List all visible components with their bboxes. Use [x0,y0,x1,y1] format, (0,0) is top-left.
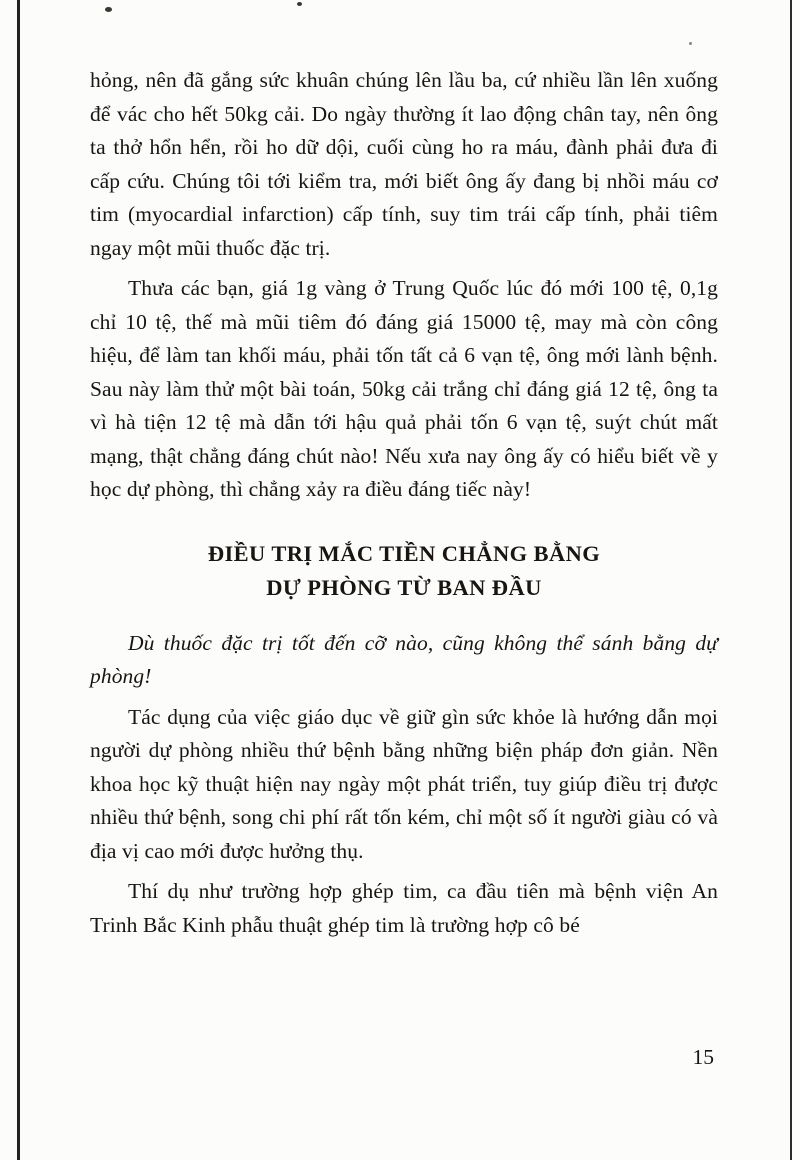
scan-speck [689,42,692,45]
scan-border-right [790,0,792,1160]
paragraph-continued: hỏng, nên đã gắng sức khuân chúng lên lầu ba, cứ nhiều lần lên xuống để vác cho hết 50kg cải. Do ngày thường ít lao động chân tay, nên ông ta thở hổn hển, rồi ho dữ dội, cuối cùng ho ra máu, đành phải đưa đi cấp cứu. Chúng tôi tới kiểm tra, mới biết ông ấy đang bị nhồi máu cơ tim (myocardial infarction) cấp tính, suy tim trái cấp tính, phải tiêm ngay một mũi thuốc đặc trị. [90,68,718,260]
section-heading-line1: ĐIỀU TRỊ MẮC TIỀN CHẲNG BẰNG [207,540,601,566]
scan-border-left [17,0,20,1160]
paragraph-health-education: Tác dụng của việc giáo dục về giữ gìn sức khỏe là hướng dẫn mọi người dự phòng nhiều thứ bệnh bằng những biện pháp đơn giản. Nền khoa học kỹ thuật hiện nay ngày một phát triển, tuy giúp điều trị được nhiều thứ bệnh, song chi phí rất tốn kém, chỉ một số ít người giàu có và địa vị cao mới được hưởng thụ. [90,704,718,863]
page-number: 15 [692,1045,714,1069]
paragraph-italic-lead: Dù thuốc đặc trị tốt đến cỡ nào, cũng không thể sánh bằng dự phòng! [90,630,718,688]
paragraph-heart-transplant: Thí dụ như trường hợp ghép tim, ca đầu tiên mà bệnh viện An Trinh Bắc Kinh phẫu thuật ghép tim là trường hợp cô bé [90,879,718,937]
section-heading [90,537,718,605]
scan-speck [297,2,302,6]
page-text-block [90,64,718,949]
paragraph-gold-price: Thưa các bạn, giá 1g vàng ở Trung Quốc lúc đó mới 100 tệ, 0,1g chỉ 10 tệ, thế mà mũi tiêm đó đáng giá 15000 tệ, may mà còn công hiệu, để làm tan khối máu, phải tốn tất cả 6 vạn tệ, ông mới lành bệnh. Sau này làm thử một bài toán, 50kg cải trắng chỉ đáng giá 12 tệ, ông ta vì hà tiện 12 tệ mà dẫn tới hậu quả phải tốn 6 vạn tệ, suýt chút mất mạng, thật chẳng đáng chút nào! Nếu xưa nay ông ấy có hiểu biết về y học dự phòng, thì chẳng xảy ra điều đáng tiếc này! [90,276,718,501]
scan-speck [105,7,112,12]
section-heading-line2: DỰ PHÒNG TỪ BAN ĐẦU [266,574,542,600]
